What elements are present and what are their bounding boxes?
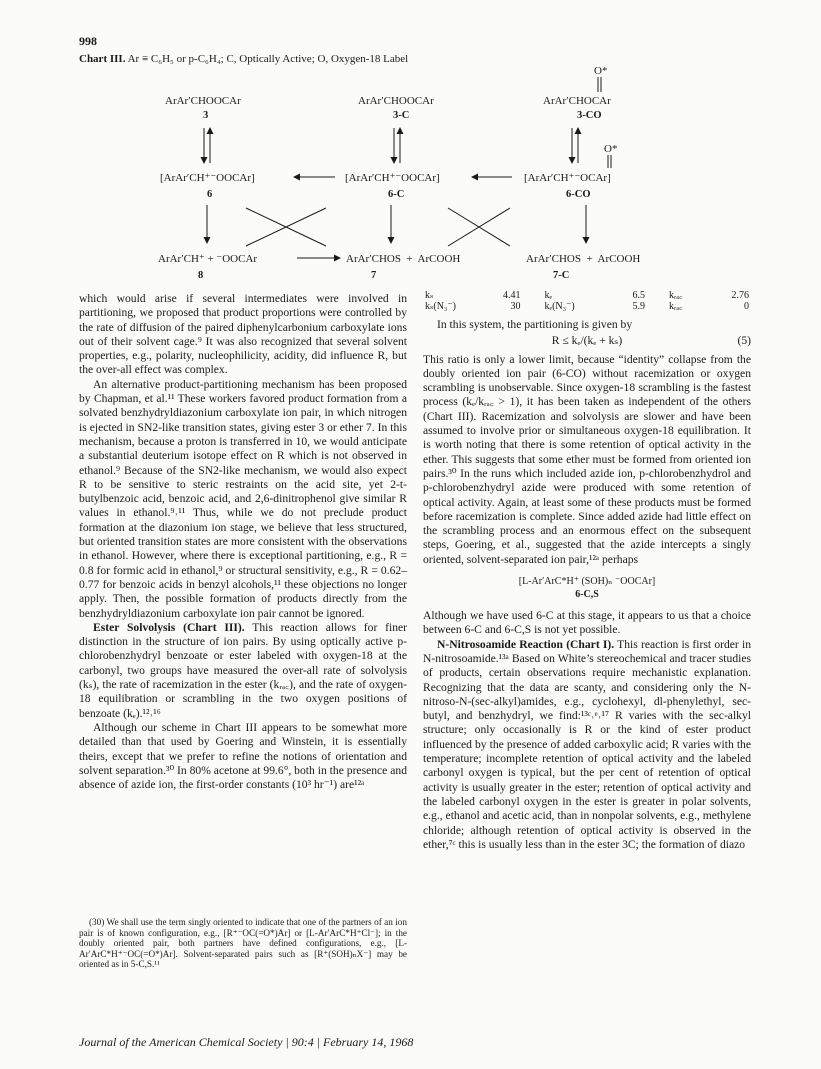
journal-footer: Journal of the American Chemical Society | 90:4 | February 14, 1968: [79, 1035, 414, 1049]
label-3: 3: [203, 110, 209, 121]
right-paragraph-4: [423, 638, 751, 852]
label-6c: 6-C: [388, 189, 405, 200]
label-6: 6: [207, 189, 213, 200]
table-cell: 30: [510, 301, 521, 312]
section-heading-n-nitrosoamide: N-Nitrosoamide Reaction (Chart I).: [437, 637, 615, 651]
table-cell: 4.41: [503, 290, 521, 301]
right-paragraph-4-text: This reaction is first order in N-nitrosoamide.¹³ᵃ Based on White’s stereochemical and tracer studies of products, certain observations require mechanistic explanation. Recognizing that the data are scanty, and considering only the N-nitroso-N-(sec-alkyl)amides, e.g., cyclohexyl, dl-phenylethyl, sec-butyl, and benzhydryl, we find:¹³ᶜ˒ᵉ˒¹⁷ R varies with the sec-alkyl structure; only occasionally is R or the kind of ester product influenced by the presence of added carboxylic acid; R varies with the temperature; incomplete retention of optical activity and the labeled carbonyl oxygen is typical, but the per cent of retention of optical activity is usually greater in the ester; retention of optical activity and the labeled carbonyl oxygen in the ester is greater in polar solvents, e.g., ethanol and acetic acid, than in nonpolar solvents, e.g., methylene chloride; although retention of optical activity is observed in the ether,⁷ᶜ this is usually less than in the ester 3C; the formation of diazo: [423, 637, 751, 851]
ion-pair-formula: [423, 575, 751, 601]
chart-title-label: Chart III.: [79, 53, 126, 65]
ether-7c: ArAr′CHOS + ArCOOH: [526, 253, 641, 265]
table-cell: kₑ(N₃⁻): [544, 301, 575, 312]
ion-pair-6c: [ArAr′CH⁺⁻OOCAr]: [345, 172, 440, 184]
ion-pair-6co: [ArAr′CH⁺⁻OCAr]: [524, 172, 611, 184]
ester-3co: ArAr′CHOCAr: [543, 95, 611, 107]
right-paragraph-3: Although we have used 6-C at this stage, it appears to us that a choice between 6-C and 6-C,S is not yet possible.: [423, 609, 751, 637]
left-paragraph-2: An alternative product-partitioning mechanism has been proposed by Chapman, et al.¹¹ These workers favored product formation from a solvated benzhydryldiazonium carboxylate ion pair, in which nitrogen is ejected in SN2-like transition states, giving ester 3 or ether 7. In this mechanism, because a proton is transferred in 10, we would anticipate a substantial deuterium isotope effect on R which is not observed in ethanol.⁹ Because of the SN2-like mechanism, we would also expect R to be sensitive to steric restraints on the acid site, yet 2-t-butylbenzoic acid, benzoic acid, and 2,6-dinitrophenol give similar R values in ethanol.⁹˒¹¹ Thus, while we do not preclude product formation at the diazonium ion stage, we believe that less structured, but oriented transition states are more consistent with the observations in ethanol. However, where there is exceptional partitioning, e.g., R = 0.8 for formic acid in ethanol,⁹ or structural sensitivity, e.g., R = 0.62–0.77 for benzoic acids in benzyl alcohols,¹¹ these objections no longer apply. Then, the possible formation of products directly from the benzhydryldiazonium carboxylate ion pair cannot be ignored.: [79, 377, 407, 620]
ion-pair-text: [L-Ar′ArC*H⁺ (SOH)ₙ ⁻OOCAr]: [518, 576, 656, 588]
label-6co: 6-CO: [566, 189, 591, 200]
table-cell: kᵣₐ꜀: [669, 301, 683, 312]
rate-constants-table: [423, 290, 751, 312]
left-column: [79, 292, 407, 792]
chart-title-text: Ar ≡ C₆H₅ or p-C₆H₄; C, Optically Active; O, Oxygen-18 Label: [127, 53, 409, 65]
label-7c: 7-C: [553, 270, 570, 281]
ions-8: ArAr′CH⁺ + ⁻OOCAr: [158, 253, 258, 265]
ether-7: ArAr′CHOS + ArCOOH: [346, 253, 461, 265]
left-paragraph-3: [79, 621, 407, 721]
table-row: [423, 301, 751, 312]
equation-number: (5): [737, 334, 751, 348]
left-paragraph-1: which would arise if several intermediates were involved in partitioning, we proposed that product proportions were controlled by the rate of diffusion of the paired diphenylcarbonium carboxylate ions out of their solvent cage.⁹ It was also recognized that several solvent properties, e.g., polarity, nucleophilicity, acidity, did influence R, but the over-all effect was complex.: [79, 292, 407, 377]
footnote-30: (30) We shall use the term singly oriented to indicate that one of the partners of an ion pair is of known configuration, e.g., [R⁺⁻OC(=O*)Ar] or [L-Ar′ArC*H⁺Cl⁻]; in the doubly oriented pair, both partners have defined configurations, e.g., [L-Ar′ArC*H⁺⁻OC(=O*)Ar]. Solvent-separated pairs such as [R⁺(SOH)ₙX⁻] may be oriented as in 5-C,S.¹¹: [79, 917, 407, 970]
ester-3c: ArAr′CHOOCAr: [358, 95, 434, 107]
table-cell: kₑ: [544, 290, 553, 301]
left-paragraph-3-text: This reaction allows for finer distinction in the structure of ion pairs. By using optically active p-chlorobenzhydryl benzoate or ester labeled with oxygen-18 at the carbonyl, two groups have measured the over-all rate of solvolysis (kₛ), the rate of racemization in the ester (kᵣₐ꜀), and the rate of oxygen-18 equilibration or scrambling in the two oxygen positions of benzoate (kₑ).¹²˒¹⁶: [79, 620, 407, 720]
left-paragraph-4: Although our scheme in Chart III appears to be somewhat more detailed than that used by Goering and Winstein, it is essentially theirs, except that we prefer to refine the notions of orientation and solvent separation.³⁰ In 80% acetone at 99.6°, both in the presence and absence of azide ion, the first-order constants (10³ hr⁻¹) are¹²ᵃ: [79, 720, 407, 792]
right-column: [423, 290, 751, 852]
ester-3: ArAr′CHOOCAr: [165, 95, 241, 107]
oxygen-label-6co: O*: [604, 143, 618, 155]
table-cell: kₛ(N₃⁻): [425, 301, 457, 312]
right-paragraph-1: In this system, the partitioning is given by: [437, 318, 633, 331]
page-number: 998: [79, 34, 97, 48]
table-cell: kₛ: [425, 290, 434, 301]
table-cell: 6.5: [632, 290, 646, 301]
table-cell: 2.76: [731, 290, 749, 301]
table-cell: kᵣₐ꜀: [669, 290, 683, 301]
section-heading-ester-solvolysis: Ester Solvolysis (Chart III).: [93, 620, 245, 634]
label-7: 7: [371, 270, 377, 281]
label-3co: 3-CO: [577, 110, 602, 121]
label-8: 8: [198, 270, 204, 281]
table-cell: 5.9: [632, 301, 646, 312]
ion-pair-label: 6-C,S: [575, 589, 599, 601]
right-paragraph-2: This ratio is only a lower limit, because “identity” collapse from the doubly oriented ion pair (6-CO) without racemization or oxygen scrambling is unobservable. Since oxygen-18 scrambling is the fastest process (kₑ/kᵣₐ꜀ > 1), it has been taken as independent of the others (Chart III). Racemization and solvolysis are slower and have been assumed to involve prior or simultaneous oxygen-18 equilibration. It is worth noting that there is some retention of optical activity in the ether. This suggests that some ether must be formed from oriented ion pairs.³⁰ In the runs which included azide ion, p-chlorobenzhydrol and p-chlorobenzhydryl azide were produced with some retention of optical activity. Again, at least some of these products must be formed before racemization is complete. Since added azide had little effect on the scrambling process and an enormous effect on the subsequent steps, Goering, et al., suggested that the azide intercepts a singly oriented, solvent-separated ion pair,¹²ᵃ perhaps: [423, 352, 751, 566]
equation-text: R ≤ kₑ/(kₑ + kₛ): [551, 334, 623, 348]
reaction-scheme: [0, 60, 821, 285]
ion-pair-6: [ArAr′CH⁺⁻OOCAr]: [160, 172, 255, 184]
table-cell: 0: [744, 301, 749, 312]
table-row: [423, 290, 751, 301]
label-3c: 3-C: [393, 110, 410, 121]
oxygen-label-3co: O*: [594, 65, 608, 77]
equation-5: [423, 334, 751, 348]
